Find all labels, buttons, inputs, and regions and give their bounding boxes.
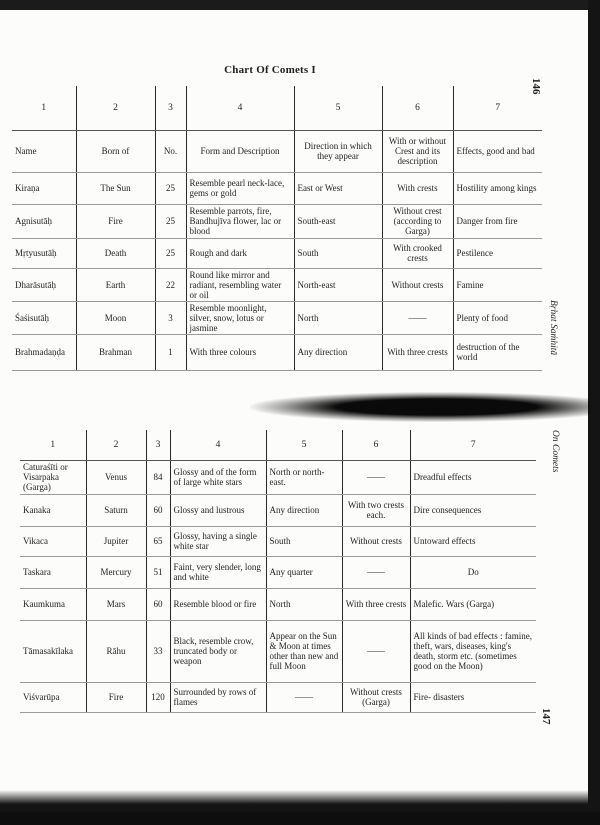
table-cell: All kinds of bad effects : famine, theft, wars, diseases, king's death, storm etc. (sometimes good on the Moon)	[410, 620, 536, 682]
table-cell: Dire consequences	[410, 494, 536, 526]
column-number: 2	[76, 86, 155, 130]
table-cell: Any direction	[294, 334, 382, 370]
table-cell: North	[266, 588, 342, 620]
column-number: 2	[86, 430, 146, 460]
table-cell: Without crests	[382, 268, 453, 301]
scan-shadow-top	[0, 0, 600, 10]
table-cell: Earth	[76, 268, 155, 301]
table-cell: Glossy and lustrous	[170, 494, 266, 526]
table-cell: ——	[342, 556, 410, 588]
table-cell: Taskara	[20, 556, 86, 588]
table-cell: 25	[155, 238, 186, 268]
column-number: 7	[453, 86, 542, 130]
table-row	[20, 460, 536, 494]
table-cell: ——	[382, 301, 453, 334]
table-cell: Any direction	[266, 494, 342, 526]
table-cell: Rāhu	[86, 620, 146, 682]
table-cell: Without crest (according to Garga)	[382, 204, 453, 238]
table-cell: Dharāsutāḥ	[12, 268, 76, 301]
table-cell: Kiraṇa	[12, 172, 76, 204]
table-row	[12, 301, 542, 334]
column-number: 7	[410, 430, 536, 460]
scan-smudge	[250, 392, 590, 422]
table-row	[12, 204, 542, 238]
table-cell: Kanaka	[20, 494, 86, 526]
table-cell: Glossy, having a single white star	[170, 526, 266, 556]
side-title-top: Bṛhat Saṁhitā	[548, 300, 558, 356]
table-cell: 33	[146, 620, 170, 682]
table-cell: Fire	[76, 204, 155, 238]
table-cell: Tāmasakīlaka	[20, 620, 86, 682]
table-cell: 60	[146, 588, 170, 620]
table-cell: Danger from fire	[453, 204, 542, 238]
column-number: 6	[382, 86, 453, 130]
table-cell: Śaśisutāḥ	[12, 301, 76, 334]
table-header-row	[12, 86, 542, 130]
table-cell: 25	[155, 204, 186, 238]
table-cell: Any quarter	[266, 556, 342, 588]
table-cell: With crests	[382, 172, 453, 204]
table-row	[20, 620, 536, 682]
table-cell: Without crests (Garga)	[342, 682, 410, 712]
table-cell: No.	[155, 130, 186, 172]
table-cell: Fire- disasters	[410, 682, 536, 712]
table-row	[12, 268, 542, 301]
table-cell: Dreadful effects	[410, 460, 536, 494]
table-cell: Untoward effects	[410, 526, 536, 556]
table-row	[20, 526, 536, 556]
table-cell: North	[294, 301, 382, 334]
table-cell: Fire	[86, 682, 146, 712]
table-cell: 65	[146, 526, 170, 556]
table-cell: Glossy and of the form of large white stars	[170, 460, 266, 494]
table-cell: Brahmadaṇḍa	[12, 334, 76, 370]
table-cell: Do	[410, 556, 536, 588]
table-cell: With crooked crests	[382, 238, 453, 268]
table-cell: Born of	[76, 130, 155, 172]
comets-table-lower	[20, 430, 536, 713]
table-cell: 22	[155, 268, 186, 301]
table-row	[12, 238, 542, 268]
table-cell: The Sun	[76, 172, 155, 204]
table-cell: Viśvarūpa	[20, 682, 86, 712]
table-cell: Mercury	[86, 556, 146, 588]
table-cell: Direction in which they appear	[294, 130, 382, 172]
table-cell: 51	[146, 556, 170, 588]
table-cell: With three colours	[186, 334, 294, 370]
table-cell: Round like mirror and radiant, resembling water or oil	[186, 268, 294, 301]
table-cell: South-east	[294, 204, 382, 238]
table-cell: Famine	[453, 268, 542, 301]
table-cell: destruction of the world	[453, 334, 542, 370]
table-cell: ——	[342, 620, 410, 682]
comets-table-upper	[12, 86, 542, 371]
table-cell: Resemble blood or fire	[170, 588, 266, 620]
table-cell: Death	[76, 238, 155, 268]
table-cell: East or West	[294, 172, 382, 204]
table-cell: North or north-east.	[266, 460, 342, 494]
table-row	[20, 588, 536, 620]
table-cell: With three crests	[342, 588, 410, 620]
table-cell: Moon	[76, 301, 155, 334]
table-cell: Mars	[86, 588, 146, 620]
table-cell: Pestilence	[453, 238, 542, 268]
table-row	[12, 130, 542, 172]
table-cell: Caturaśīti or Visarpaka (Garga)	[20, 460, 86, 494]
table-cell: Mṛtyusutāḥ	[12, 238, 76, 268]
scan-shadow-bottom	[0, 812, 600, 825]
table-row	[20, 494, 536, 526]
page-number-bottom: 147	[540, 708, 552, 725]
table-cell: 60	[146, 494, 170, 526]
table-cell: 120	[146, 682, 170, 712]
table-cell: Malefic. Wars (Garga)	[410, 588, 536, 620]
table-row	[20, 682, 536, 712]
table-cell: Resemble parrots, fire, Bandhujīva flower, lac or blood	[186, 204, 294, 238]
table-cell: Resemble moonlight, silver, snow, lotus or jasmine	[186, 301, 294, 334]
table-cell: Black, resemble crow, truncated body or weapon	[170, 620, 266, 682]
table-cell: With two crests each.	[342, 494, 410, 526]
table-cell: Jupiter	[86, 526, 146, 556]
table-cell: Without crests	[342, 526, 410, 556]
column-number: 5	[266, 430, 342, 460]
table-cell: Saturn	[86, 494, 146, 526]
table-cell: 84	[146, 460, 170, 494]
table-cell: Rough and dark	[186, 238, 294, 268]
table-row	[12, 172, 542, 204]
column-number: 1	[12, 86, 76, 130]
table-cell: North-east	[294, 268, 382, 301]
table-cell: Agnisutāḥ	[12, 204, 76, 238]
table-cell: South	[266, 526, 342, 556]
table-cell: With three crests	[382, 334, 453, 370]
table-cell: Appear on the Sun & Moon at times other than new and full Moon	[266, 620, 342, 682]
table-cell: 3	[155, 301, 186, 334]
table-cell: Resemble pearl neck-lace, gems or gold	[186, 172, 294, 204]
column-number: 4	[170, 430, 266, 460]
table-cell: South	[294, 238, 382, 268]
column-number: 1	[20, 430, 86, 460]
column-number: 6	[342, 430, 410, 460]
column-number: 3	[155, 86, 186, 130]
table-cell: Hostility among kings	[453, 172, 542, 204]
table-row	[12, 334, 542, 370]
table-cell: ——	[266, 682, 342, 712]
column-number: 3	[146, 430, 170, 460]
table-cell: ——	[342, 460, 410, 494]
table-cell: 25	[155, 172, 186, 204]
table-cell: Plenty of food	[453, 301, 542, 334]
table-cell: Faint, very slender, long and white	[170, 556, 266, 588]
page-number-top: 146	[530, 78, 542, 95]
table-row	[20, 556, 536, 588]
table-cell: With or without Crest and its description	[382, 130, 453, 172]
table-cell: Name	[12, 130, 76, 172]
table-cell: Brahman	[76, 334, 155, 370]
side-title-bottom: On Comets	[550, 430, 560, 473]
chart-title: Chart Of Comets I	[224, 64, 316, 76]
column-number: 5	[294, 86, 382, 130]
table-cell: Venus	[86, 460, 146, 494]
table-cell: Kaumkuma	[20, 588, 86, 620]
table-header-row	[20, 430, 536, 460]
column-number: 4	[186, 86, 294, 130]
table-cell: Form and Description	[186, 130, 294, 172]
table-cell: Surrounded by rows of flames	[170, 682, 266, 712]
table-cell: Effects, good and bad	[453, 130, 542, 172]
table-cell: Vikaca	[20, 526, 86, 556]
table-cell: 1	[155, 334, 186, 370]
